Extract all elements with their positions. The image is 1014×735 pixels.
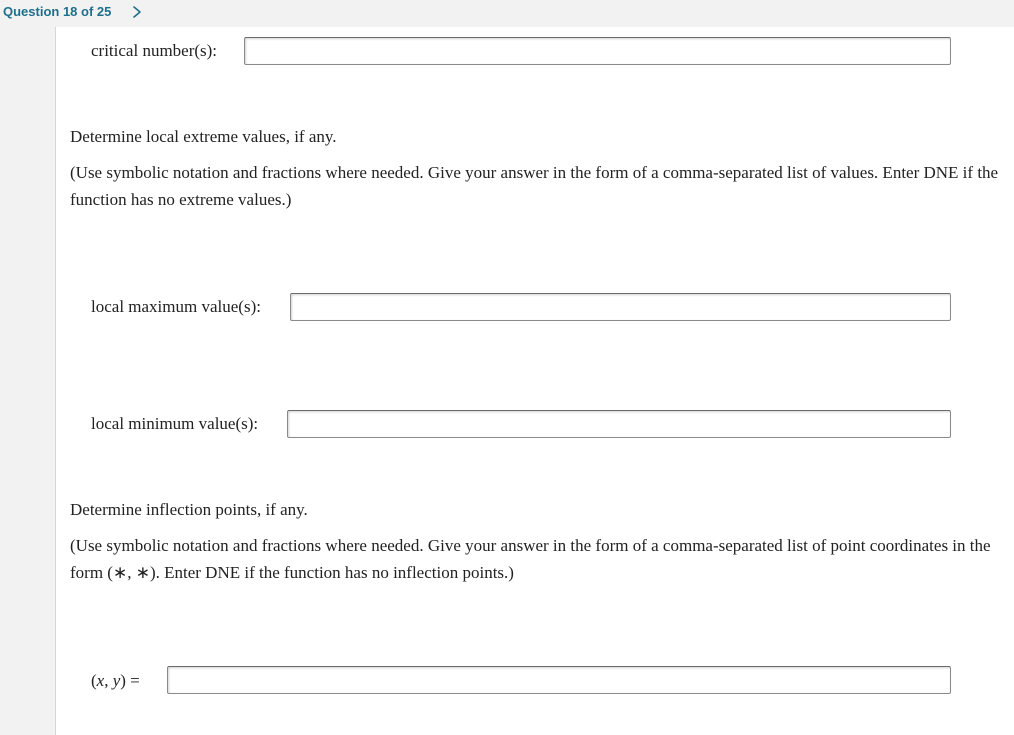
next-question-button[interactable] — [130, 3, 144, 21]
extreme-values-heading: Determine local extreme values, if any. — [70, 127, 337, 146]
xy-label: (x, y) = — [91, 671, 140, 690]
critical-numbers-input[interactable] — [244, 37, 951, 65]
chevron-right-icon — [130, 3, 144, 21]
inflection-instructions: (Use symbolic notation and fractions where needed. Give your answer in the form of a comma-separated list of point coordinates in the form (∗, ∗). Enter DNE if the function has no inflection points.) — [70, 536, 991, 582]
inflection-heading: Determine inflection points, if any. — [70, 500, 308, 519]
inflection-points-input[interactable] — [167, 666, 951, 694]
local-maximum-label: local maximum value(s): — [91, 297, 261, 316]
extreme-values-instructions: (Use symbolic notation and fractions where needed. Give your answer in the form of a comma-separated list of values. Enter DNE if the function has no extreme values.) — [70, 163, 999, 209]
local-minimum-input[interactable] — [287, 410, 951, 438]
question-nav-bar — [0, 0, 1014, 26]
critical-numbers-label: critical number(s): — [91, 41, 218, 60]
local-maximum-input[interactable] — [290, 293, 951, 321]
local-minimum-label: local minimum value(s): — [91, 414, 259, 433]
question-content — [55, 27, 1014, 735]
question-counter: Question 18 of 25 — [3, 4, 112, 19]
